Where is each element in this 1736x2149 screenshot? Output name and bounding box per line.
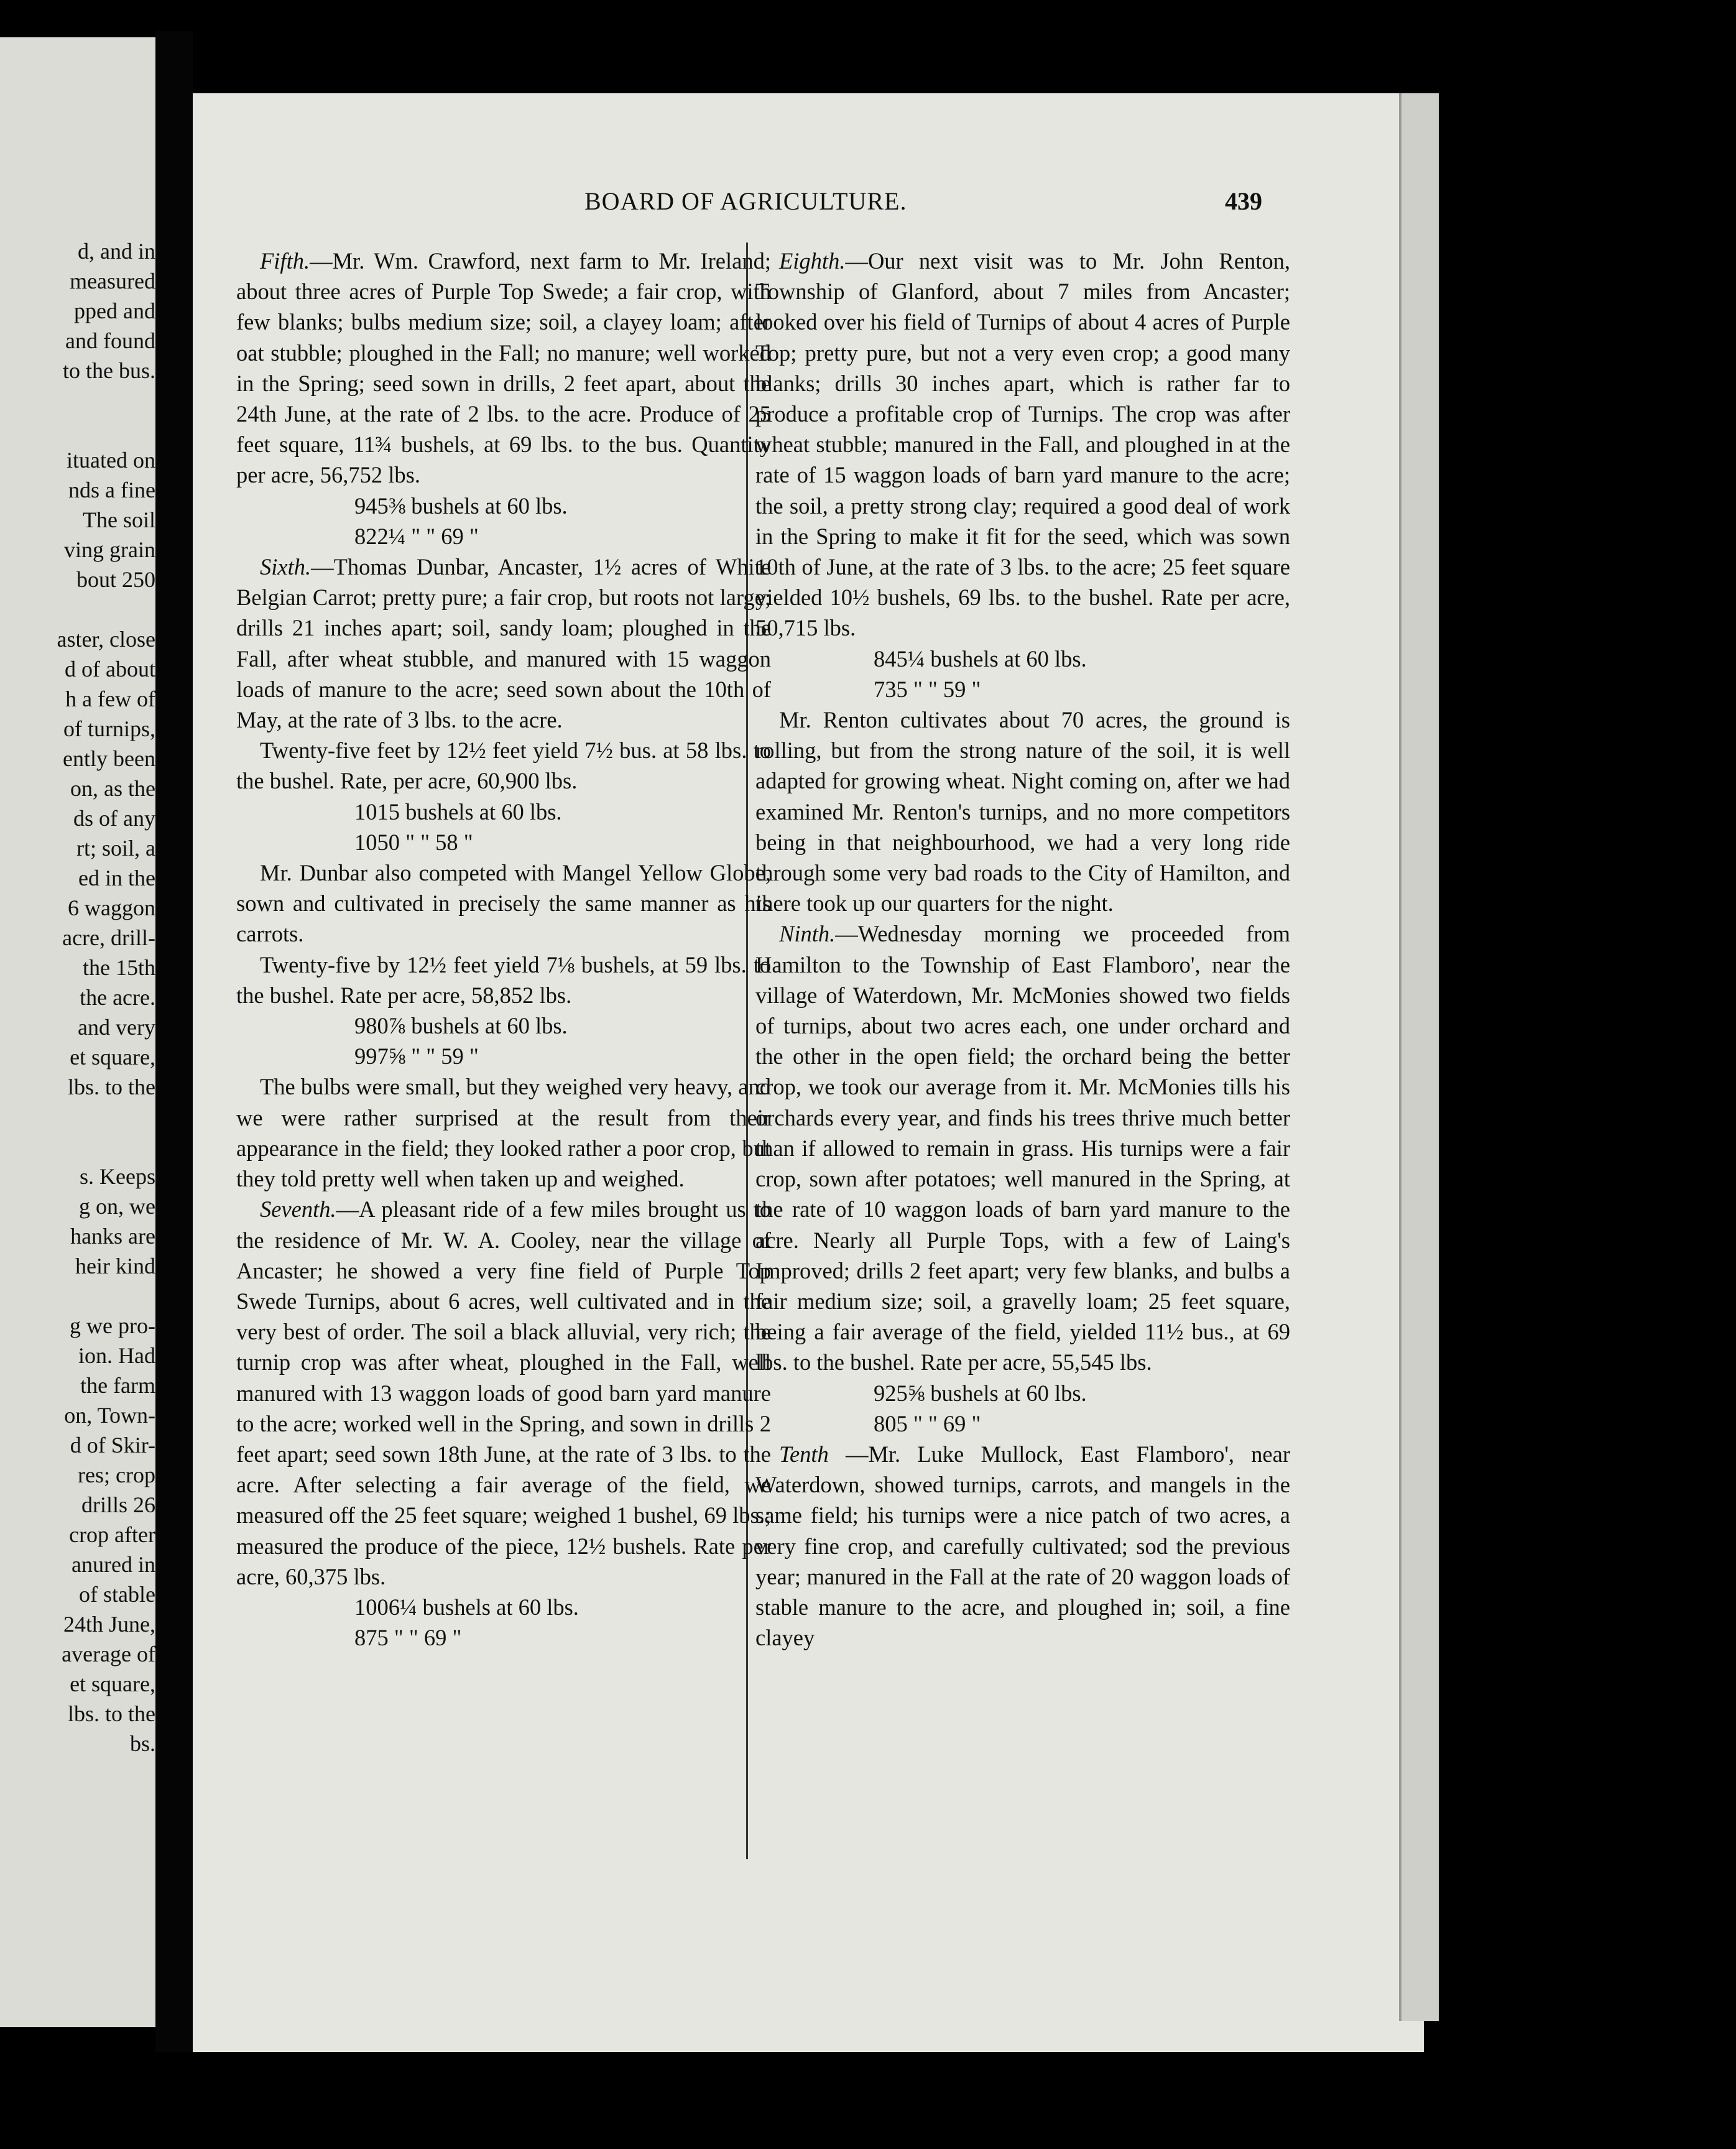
fragment-line: rt; soil, a xyxy=(76,836,155,861)
fragment-line: lbs. to the xyxy=(68,1701,155,1726)
fragment-line: g we pro- xyxy=(70,1313,155,1338)
paragraph-text: —Our next visit was to Mr. John Renton, Township of Glanford, about 7 miles from Ancaster; looked over his field of Turnips of about 4 acres of Purple Top; pretty pure, but not a very even crop; a good many blanks; drills 30 inches apart, which is rather far to produce a profitable crop of Turnips. The crop was after wheat stubble; manured in the Fall, and ploughed in at the rate of 15 waggon loads of barn yard manure to the acre; the soil, a pretty strong clay; required a good deal of work in the Spring to make it fit for the seed, which was sown 10th of June, at the rate of 3 lbs. to the acre; 25 feet square yielded 10½ bushels, 69 lbs. to the bushel. Rate per acre, 50,715 lbs. xyxy=(755,248,1290,641)
paragraph-text: —Wednesday morning we proceeded from Hamilton to the Township of East Flamboro', near the village of Waterdown, Mr. McMonies showed two fields of turnips, about two acres each, one under orchard and the other in the open field; the orchard being the better crop, we took our average from it. Mr. McMonies tills his orchards every year, and finds his trees thrive much better than if allowed to remain in grass. His turnips were a fair crop, sown after potatoes; well manured in the Spring, at the rate of 10 waggon loads of barn yard manure to the acre. Nearly all Purple Tops, with a few of Laing's Improved; drills 2 feet apart; very few blanks, and bulbs a fair medium size; soil, a gravelly loam; 25 feet square, being a fair average of the field, yielded 11½ bus., at 69 lbs. to the bushel. Rate per acre, 55,545 lbs. xyxy=(755,921,1290,1375)
yield-line: 875 " " 69 " xyxy=(354,1625,462,1651)
fragment-line: pped and xyxy=(74,298,155,323)
fragment-line: crop after xyxy=(69,1522,155,1547)
paragraph-text: —A pleasant ride of a few miles brought us to the residence of Mr. W. A. Cooley, near the village of Ancaster; he showed a very fine field of Purple Top Swede Turnips, about 6 acres, well cultivated and in the very best of order. The soil a black alluvial, very rich; the turnip crop was after wheat, ploughed in the Fall, well manured with 13 waggon loads of good barn yard manure to the acre; worked well in the Spring, and sown in drills 2 feet apart; seed sown 18th June, at the rate of 3 lbs. to the acre. After selecting a fair average of the field, we measured off the 25 feet square; weighed 1 bushel, 69 lbs.; measured the produce of the piece, 12½ bushels. Rate per acre, 60,375 lbs. xyxy=(236,1196,771,1589)
fragment-line: d of Skir- xyxy=(70,1433,155,1458)
paragraph xyxy=(236,1071,771,1194)
yield-line: 805 " " 69 " xyxy=(874,1410,981,1436)
yield-line: 822¼ " " 69 " xyxy=(354,523,479,549)
fragment-line: d, and in xyxy=(78,239,155,264)
fragment-line: of turnips, xyxy=(63,716,155,741)
fragment-line: on, as the xyxy=(70,776,155,801)
fragment-line: bout 250 xyxy=(76,567,155,592)
paragraph-text: Twenty-five feet by 12½ feet yield 7½ bus. at 58 lbs. to the bushel. Rate, per acre, 60,900 lbs. xyxy=(236,737,771,794)
fragment-line: ently been xyxy=(63,746,155,771)
fragment-line: hanks are xyxy=(70,1224,155,1249)
book-page xyxy=(193,93,1424,2052)
fragment-line: et square, xyxy=(70,1045,155,1070)
fragment-line: bs. xyxy=(129,1731,155,1756)
right-column xyxy=(755,246,1290,1653)
paragraph xyxy=(236,735,771,796)
paragraph-text: —Mr. Wm. Crawford, next farm to Mr. Ireland; about three acres of Purple Top Swede; a fair crop, with few blanks; bulbs medium size; soil, a clayey loam; after oat stubble; ploughed in the Fall; no manure; well worked in the Spring; seed sown in drills, 2 feet apart, about the 24th June, at the rate of 2 lbs. to the acre. Produce of 25 feet square, 11¾ bushels, at 69 lbs. to the bus. Quantity per acre, 56,752 lbs. xyxy=(236,248,771,488)
paragraph xyxy=(236,552,771,735)
page-edge xyxy=(1399,93,1439,2021)
fragment-line: aster, close xyxy=(57,627,155,652)
paragraph-text: —Thomas Dunbar, Ancaster, 1½ acres of White Belgian Carrot; pretty pure; a fair crop, but roots not large; drills 21 inches apart; soil, sandy loam; ploughed in the Fall, after wheat stubble, and manured with 15 waggon loads of manure to the acre; seed sown about the 10th of May, at the rate of 3 lbs. to the acre. xyxy=(236,554,771,733)
fragment-line: the acre. xyxy=(80,985,155,1010)
fragment-line: res; crop xyxy=(78,1463,155,1487)
fragment-line: ituated on xyxy=(67,448,155,473)
fragment-line: acre, drill- xyxy=(62,925,155,950)
yield-line: 925⅝ bushels at 60 lbs. xyxy=(874,1380,1087,1406)
yield-line: 1050 " " 58 " xyxy=(354,829,473,855)
paragraph xyxy=(755,918,1290,1377)
paragraph-lead: Eighth. xyxy=(779,248,846,274)
yield-line: 735 " " 59 " xyxy=(874,676,981,702)
paragraph xyxy=(236,950,771,1010)
fragment-line: anured in xyxy=(72,1552,155,1577)
page-header xyxy=(193,187,1424,224)
facing-page-fragment xyxy=(0,37,155,2027)
fragment-line: on, Town- xyxy=(64,1403,155,1428)
fragment-line: lbs. to the xyxy=(68,1074,155,1099)
fragment-line: 6 waggon xyxy=(68,895,155,920)
fragment-line: The soil xyxy=(83,507,155,532)
yield-line: 1015 bushels at 60 lbs. xyxy=(354,798,562,825)
fragment-line: to the bus. xyxy=(63,358,155,383)
paragraph-text: Twenty-five by 12½ feet yield 7⅛ bushels, at 59 lbs. to the bushel. Rate per acre, 58,852 lbs. xyxy=(236,951,771,1008)
fragment-line: g on, we xyxy=(79,1194,155,1219)
book-gutter xyxy=(155,31,193,2052)
paragraph-lead: Tenth xyxy=(779,1441,829,1467)
fragment-line: ving grain xyxy=(64,537,155,562)
fragment-line: and found xyxy=(65,328,155,353)
fragment-line: 24th June, xyxy=(63,1612,155,1637)
paragraph-text: The bulbs were small, but they weighed very heavy, and we were rather surprised at the result from their appearance in the field; they looked rather a poor crop, but they told pretty well when taken up and weighed. xyxy=(236,1074,771,1192)
fragment-line: ds of any xyxy=(73,806,155,831)
fragment-line: and very xyxy=(78,1015,155,1040)
page-number: 439 xyxy=(1225,187,1262,215)
fragment-line: s. Keeps xyxy=(80,1164,155,1189)
fragment-line: the farm xyxy=(80,1373,155,1398)
fragment-line: of stable xyxy=(79,1582,155,1607)
left-column xyxy=(236,246,771,1653)
paragraph xyxy=(755,705,1290,918)
paragraph xyxy=(755,246,1290,644)
yield-line: 997⅝ " " 59 " xyxy=(354,1043,479,1070)
fragment-line: ion. Had xyxy=(78,1343,155,1368)
paragraph-text: —Mr. Luke Mullock, East Flamboro', near Waterdown, showed turnips, carrots, and mangels in the same field; his turnips were a nice patch of two acres, a very fine crop, and carefully cultivated; sod the previous year; manured in the Fall at the rate of 20 waggon loads of stable manure to the acre, and ploughed in; soil, a fine clayey xyxy=(755,1441,1290,1651)
paragraph xyxy=(236,857,771,950)
fragment-line: drills 26 xyxy=(81,1492,155,1517)
fragment-line: et square, xyxy=(70,1671,155,1696)
fragment-line: measured xyxy=(70,269,155,293)
fragment-line: nds a fine xyxy=(68,478,155,502)
paragraph xyxy=(755,1439,1290,1653)
paragraph-text: Mr. Renton cultivates about 70 acres, the ground is rolling, but from the strong nature of the soil, it is well adapted for growing wheat. Night coming on, after we had examined Mr. Renton's turnips, and no more competitors being in that neighbourhood, we had a very long ride through some very bad roads to the City of Hamilton, and there took up our quarters for the night. xyxy=(755,707,1290,917)
yield-line: 1006¼ bushels at 60 lbs. xyxy=(354,1594,579,1620)
fragment-line: ed in the xyxy=(78,866,155,890)
fragment-line: h a few of xyxy=(65,686,155,711)
yield-line: 845¼ bushels at 60 lbs. xyxy=(874,645,1087,672)
paragraph-lead: Sixth. xyxy=(260,554,312,580)
paragraph-lead: Fifth. xyxy=(260,248,310,274)
paragraph-text: Mr. Dunbar also competed with Mangel Yellow Globe, sown and cultivated in precisely the same manner as his carrots. xyxy=(236,860,771,947)
yield-line: 945⅜ bushels at 60 lbs. xyxy=(354,492,568,519)
fragment-line: the 15th xyxy=(83,955,155,980)
fragment-line: d of about xyxy=(65,657,155,682)
fragment-line: heir kind xyxy=(75,1254,155,1278)
yield-line: 980⅞ bushels at 60 lbs. xyxy=(354,1013,568,1039)
running-head: BOARD OF AGRICULTURE. xyxy=(584,187,907,215)
paragraph xyxy=(236,246,771,491)
paragraph xyxy=(236,1194,771,1592)
paragraph-lead: Ninth. xyxy=(779,921,836,947)
fragment-line: average of xyxy=(62,1642,155,1666)
paragraph-lead: Seventh. xyxy=(260,1196,336,1222)
